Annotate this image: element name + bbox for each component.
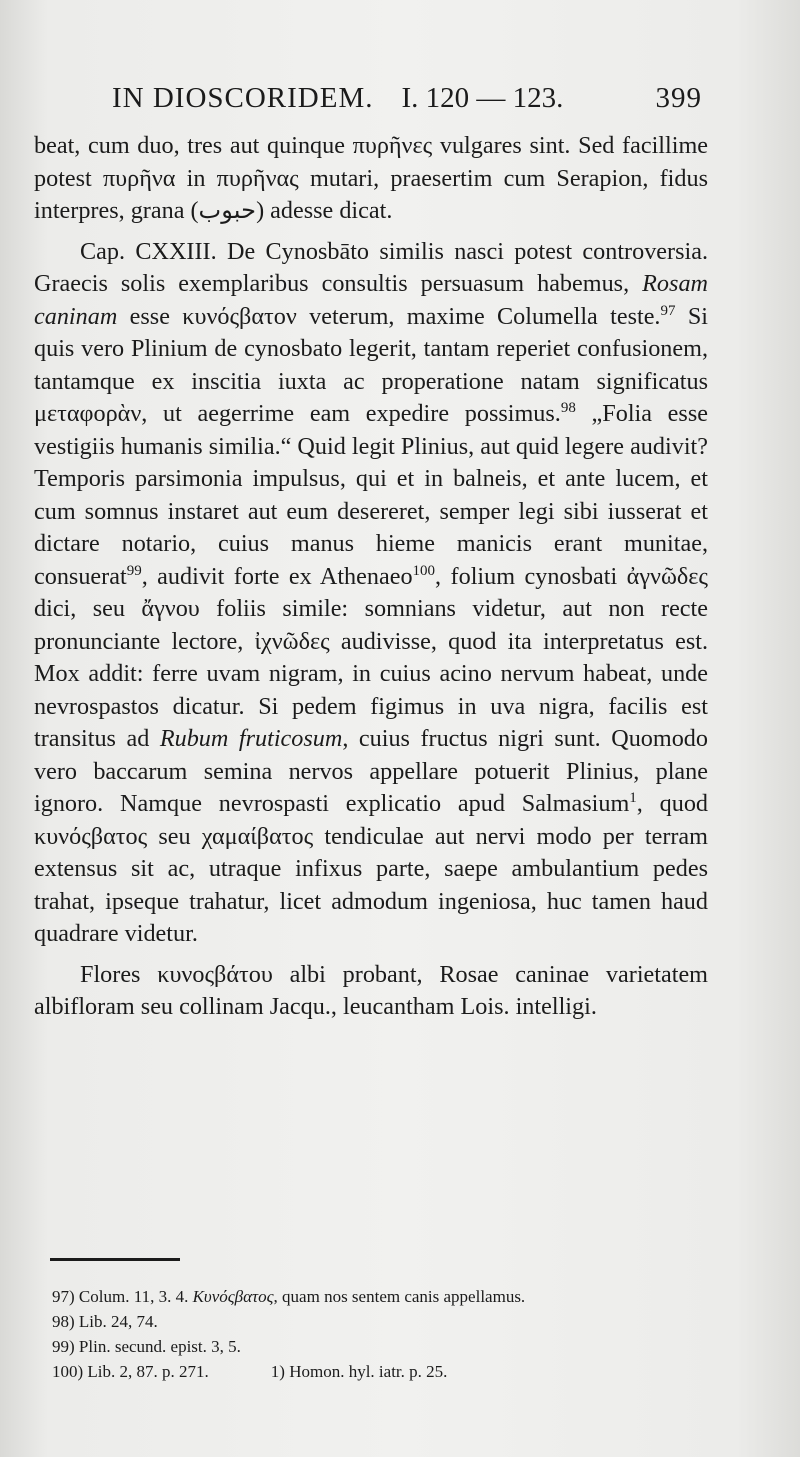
- footnote-ref: 98: [560, 399, 576, 416]
- footnote-ref: 99: [126, 562, 142, 579]
- greek-word: ἰχνῶδες: [254, 627, 330, 655]
- footnote-ref: 100: [412, 562, 436, 579]
- arabic-word: حبوب: [198, 197, 257, 224]
- greek-word: πυρῆνες: [352, 132, 433, 159]
- main-text: [34, 130, 708, 1024]
- page-number: 399: [655, 82, 702, 114]
- greek-word: κυνόςβατον: [182, 302, 297, 330]
- footnote-1: 1) Homon. hyl. iatr. p. 25.: [270, 1362, 448, 1381]
- greek-word: χαμαίβατος: [201, 822, 314, 850]
- italic-term: Rubum fruticosum: [159, 725, 343, 752]
- greek-word: πυρῆνα: [102, 164, 176, 192]
- footnotes: [52, 1284, 718, 1384]
- footnote-divider: [50, 1258, 180, 1261]
- italic-term: Rosam caninam: [34, 270, 708, 330]
- footnote-99: 99) Plin. secund. epist. 3, 5.: [52, 1337, 241, 1356]
- footnote-98: 98) Lib. 24, 74.: [52, 1312, 158, 1331]
- footnote-100: 100) Lib. 2, 87. p. 271.: [52, 1362, 209, 1381]
- greek-word: μεταφορὰν: [34, 400, 142, 427]
- footnote-row-last: [52, 1359, 718, 1384]
- footnote-ref: 97: [660, 302, 676, 319]
- greek-word: ἀγνῶδες: [626, 562, 708, 590]
- footnote-ref: 1: [629, 789, 637, 806]
- header-title: IN DIOSCORIDEM.: [112, 82, 374, 114]
- running-header: [112, 82, 702, 115]
- header-reference: I. 120 — 123.: [401, 82, 564, 114]
- greek-word: κυνοςβάτου: [157, 960, 273, 988]
- paragraph-2: Cap. CXXIII. De Cynosbāto similis nasci potest controversia. Graecis solis exemplaribus consultis persuasum habemus, Rosam caninam esse κυνόςβατον veterum, maxime Columella teste.$^{97}$ Si quis vero Plinium de cynosbato legerit, tantam reperiet confusionem, tantamque ex inscitia iuxta ac properatione natam significatus μεταφορὰν, ut aegerrime eam expedire possimus.$^{98}$ „Folia esse vestigiis humanis similia.“ Quid legit Plinius, aut quid legere audivit? Temporis parsimonia impulsus, qui et in balneis, et ante lucem, et cum somnus instaret aut eum desereret, semper legi sibi iusserat et dictare notario, cuius manus hieme manicis erant munitae, consuerat$^{99}$, audivit forte ex Athenaeo$^{100}$, folium cynosbati ἀγνῶδες dici, seu ἄγνου foliis simile: somnians videtur, aut non recte pronunciante lectore, ἰχνῶδες audivisse, quod ita interpretatus est. Mox addit: ferre uvam nigram, in cuius acino nervum habeat, unde nevrospastos dicatur. Si pedem figimus in uva nigra, facilis est transitus ad Rubum fruticosum, cuius fructus nigri sunt. Quomodo vero baccarum semina nervos appellare potuerit Plinius, plane ignoro. Namque nevrospasti explicatio apud Salmasium$^1$, quod κυνόςβατος seu χαμαίβατος tendiculae aut nervi modo per terram extensus sit ac, utraque infixus parte, saepe ambulantium pedes trahat, ipseque trahatur, licet admodum ingeniosa, huc tamen haud quadrare videtur.: [34, 237, 709, 947]
- greek-word: Κυνόςβατος: [192, 1287, 274, 1306]
- paragraph-3: Flores κυνοςβάτου albi probant, Rosae caninae varietatem albifloram seu collinam Jacqu., leucantham Lois. intelligi.: [34, 960, 708, 1020]
- greek-word: πυρῆνας: [216, 164, 299, 192]
- greek-word: ἄγνου: [141, 595, 200, 622]
- paragraph-1: beat, cum duo, tres aut quinque πυρῆνες vulgares sint. Sed facillime potest πυρῆνα in πυρῆνας mutari, praesertim cum Serapion, fidus interpres, grana (حبوب) adesse dicat.: [34, 132, 709, 224]
- footnote-97: 97) Colum. 11, 3. 4. Κυνόςβατος, quam nos sentem canis appellamus.: [52, 1287, 526, 1306]
- greek-word: κυνόςβατος: [34, 822, 148, 850]
